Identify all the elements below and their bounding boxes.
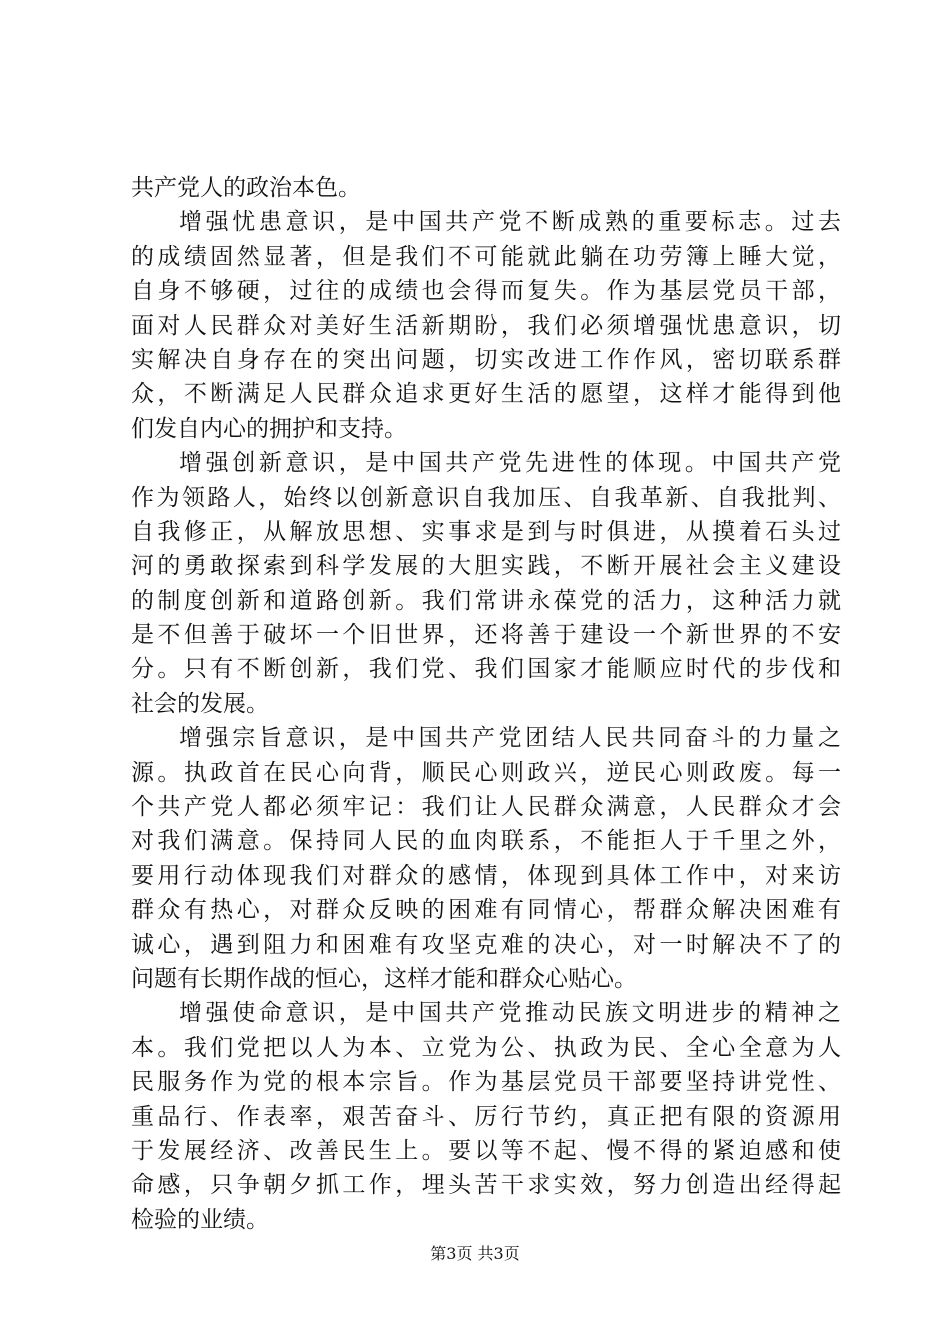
text-line: 民服务作为党的根本宗旨。作为基层党员干部要坚持讲党性、 bbox=[131, 1069, 841, 1096]
text-line: 众，不断满足人民群众追求更好生活的愿望，这样才能得到他 bbox=[131, 381, 841, 408]
text-line: 们发自内心的拥护和支持。 bbox=[131, 415, 407, 442]
text-line: 于发展经济、改善民生上。要以等不起、慢不得的紧迫感和使 bbox=[131, 1137, 841, 1164]
text-line: 社会的发展。 bbox=[131, 690, 269, 717]
text-line: 增强宗旨意识，是中国共产党团结人民共同奋斗的力量之 bbox=[179, 725, 841, 752]
text-line: 群众有热心，对群众反映的困难有同情心，帮群众解决困难有 bbox=[131, 897, 841, 924]
text-line: 个共产党人都必须牢记：我们让人民群众满意，人民群众才会 bbox=[131, 794, 841, 821]
paragraph-worry-awareness bbox=[131, 205, 841, 446]
paragraph-mission-awareness bbox=[131, 996, 841, 1237]
text-line: 是不但善于破坏一个旧世界，还将善于建设一个新世界的不安 bbox=[131, 622, 841, 649]
text-line: 面对人民群众对美好生活新期盼，我们必须增强忧患意识，切 bbox=[131, 312, 841, 339]
paragraph-innovation-awareness bbox=[131, 446, 841, 721]
text-line: 作为领路人，始终以创新意识自我加压、自我革新、自我批判、 bbox=[131, 484, 841, 511]
text-line: 分。只有不断创新，我们党、我们国家才能顺应时代的步伐和 bbox=[131, 656, 841, 683]
text-line: 检验的业绩。 bbox=[131, 1206, 269, 1233]
text-line: 要用行动体现我们对群众的感情，体现到具体工作中，对来访 bbox=[131, 862, 841, 889]
text-line: 增强创新意识，是中国共产党先进性的体现。中国共产党 bbox=[179, 450, 841, 477]
text-line: 河的勇敢探索到科学发展的大胆实践，不断开展社会主义建设 bbox=[131, 553, 841, 580]
text-line: 实解决自身存在的突出问题，切实改进工作作风，密切联系群 bbox=[131, 346, 841, 373]
text-line: 源。执政首在民心向背，顺民心则政兴，逆民心则政废。每一 bbox=[131, 759, 841, 786]
text-line: 诚心，遇到阻力和困难有攻坚克难的决心，对一时解决不了的 bbox=[131, 931, 841, 958]
text-line: 自身不够硬，过往的成绩也会得而复失。作为基层党员干部， bbox=[131, 278, 841, 305]
text-line: 重品行、作表率，艰苦奋斗、厉行节约，真正把有限的资源用 bbox=[131, 1103, 841, 1130]
paragraph-purpose-awareness bbox=[131, 721, 841, 996]
page-footer: 第3页 共3页 bbox=[430, 1244, 520, 1263]
text-line: 增强使命意识，是中国共产党推动民族文明进步的精神之 bbox=[179, 1000, 841, 1027]
text-line: 增强忧患意识，是中国共产党不断成熟的重要标志。过去 bbox=[179, 209, 841, 236]
text-line: 本。我们党把以人为本、立党为公、执政为民、全心全意为人 bbox=[131, 1034, 841, 1061]
text-line: 共产党人的政治本色。 bbox=[131, 175, 361, 201]
text-line: 自我修正，从解放思想、实事求是到与时俱进，从摸着石头过 bbox=[131, 518, 841, 545]
text-line: 问题有长期作战的恒心，这样才能和群众心贴心。 bbox=[131, 965, 637, 992]
text-line: 命感，只争朝夕抓工作，埋头苦干求实效，努力创造出经得起 bbox=[131, 1172, 841, 1199]
document-body bbox=[131, 171, 841, 1237]
text-line: 的制度创新和道路创新。我们常讲永葆党的活力，这种活力就 bbox=[131, 587, 841, 614]
paragraph-0 bbox=[131, 171, 841, 205]
text-line: 对我们满意。保持同人民的血肉联系，不能拒人于千里之外， bbox=[131, 828, 841, 855]
text-line: 的成绩固然显著，但是我们不可能就此躺在功劳簿上睡大觉， bbox=[131, 243, 841, 270]
